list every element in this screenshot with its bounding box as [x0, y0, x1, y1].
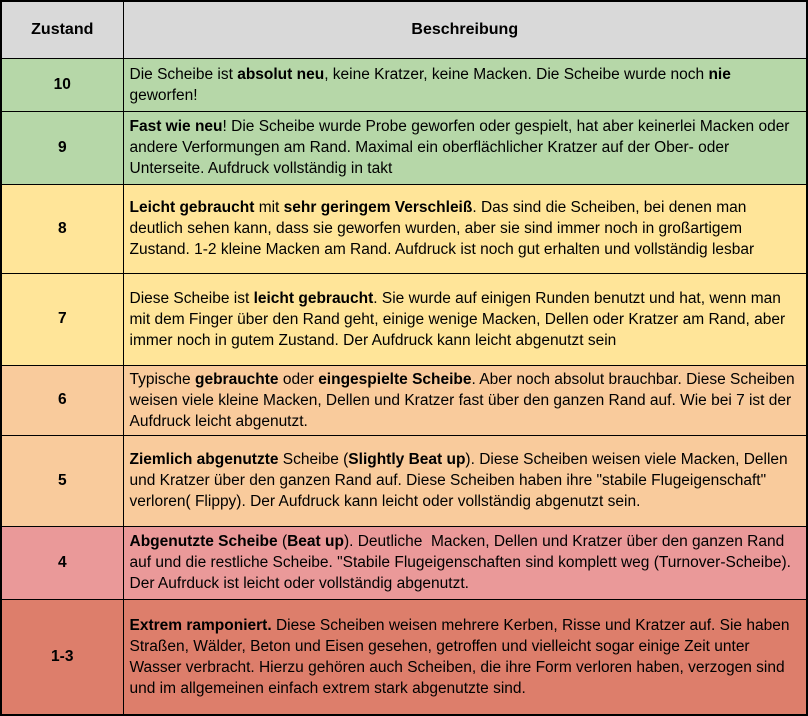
description-cell [123, 273, 807, 365]
condition-cell: 7 [1, 273, 123, 365]
description-cell [123, 526, 807, 599]
description-text: Typische [129, 370, 195, 388]
description-text: . Sie wurde auf einigen Runden benutzt und hat, wenn man mit dem Finger über den Rand geht, einige wenige Macken, Dellen oder Kratzer am Rand, aber immer noch in gutem Zustand. Der Aufdruck kann leicht abgenutzt sein [129, 289, 790, 349]
description-text: geworfen! [129, 65, 736, 104]
table-row [1, 111, 807, 184]
condition-cell: 10 [1, 58, 123, 111]
description-bold-text: leicht gebraucht [253, 289, 374, 307]
description-cell [123, 365, 807, 435]
table-row [1, 184, 807, 273]
description-text: , keine Kratzer, keine Macken. Die Scheibe wurde noch [324, 65, 709, 83]
header-row [1, 1, 807, 58]
description-cell [123, 184, 807, 273]
description-text: . Das sind die Scheiben, bei denen man deutlich sehen kann, dass sie geworfen wurden, aber sie sind immer noch in großartigem Zustand. 1-2 kleine Macken am Rand. Aufdruck ist noch gut erhalten und vollständig lesbar [129, 199, 755, 258]
description-text: Scheibe ( [278, 451, 349, 468]
table-row [1, 365, 807, 435]
description-bold-text: Abgenutzte Scheibe [129, 533, 278, 550]
table-body [1, 58, 807, 715]
description-bold-text: absolut neu [237, 65, 325, 83]
description-text: oder [278, 370, 319, 388]
description-cell [123, 435, 807, 526]
description-text: Diese Scheibe ist [129, 289, 254, 307]
table-row [1, 435, 807, 526]
condition-cell: 1-3 [1, 599, 123, 715]
description-text: mit [254, 199, 284, 216]
description-text: ! Die Scheibe wurde Probe geworfen oder gespielt, hat aber keinerlei Macken oder andere Verformungen am Rand. Maximal ein oberflächlicher Kratzer auf der Ober- oder Unterseite. Aufdruck vollständig in takt [129, 118, 794, 177]
description-bold-text: sehr geringem Verschleiß [283, 199, 473, 216]
description-bold-text: gebrauchte [194, 370, 279, 388]
description-text: ). Diese Scheiben weisen viele Macken, Dellen und Kratzer über den ganzen Rand auf. Diese Scheiben haben ihre "stabile Flugeigenschaft" verloren( Flippy). Der Aufdruck kann leicht oder vollständig abgenutzt sein. [129, 451, 792, 510]
condition-cell: 9 [1, 111, 123, 184]
description-bold-text: nie [708, 65, 731, 83]
description-bold-text: Beat up [287, 533, 344, 550]
description-bold-text: Leicht gebraucht [129, 199, 255, 216]
condition-header: Zustand [1, 1, 123, 58]
condition-cell: 8 [1, 184, 123, 273]
description-text: . Aber noch absolut brauchbar. Diese Scheiben weisen viele kleine Macken, Dellen und Kratzer fast über den ganzen Rand auf. Wie bei 7 ist der Aufdruck leicht abgenutzt. [129, 370, 799, 430]
description-text: ). Deutliche Macken, Dellen und Kratzer über den ganzen Rand auf und die restliche Scheibe. "Stabile Flugeigenschaften sind komplett weg (Turnover-Scheibe). Der Aufrduck ist leicht oder vollständig abgenutzt. [129, 533, 796, 592]
description-header: Beschreibung [123, 1, 807, 58]
description-cell [123, 111, 807, 184]
table-row [1, 599, 807, 715]
description-text: Die Scheibe ist [129, 65, 238, 83]
condition-cell: 6 [1, 365, 123, 435]
condition-cell: 4 [1, 526, 123, 599]
description-bold-text: Slightly Beat up [348, 451, 466, 468]
description-cell [123, 58, 807, 111]
description-text: Diese Scheiben weisen mehrere Kerben, Risse und Kratzer auf. Sie haben Straßen, Wälder, Beton und Eisen gesehen, getroffen und vielleicht sogar einige Zeit unter Wasser verbracht. Hierzu gehören auch Scheiben, die ihre Form verloren haben, verzogen sind und im allgemeinen einfach extrem stark abgenutzte sind. [129, 616, 794, 697]
description-cell [123, 599, 807, 715]
table-row [1, 58, 807, 111]
description-text: ( [277, 533, 288, 550]
description-bold-text: Extrem ramponiert. [129, 616, 272, 634]
description-bold-text: Fast wie neu [129, 118, 223, 135]
description-bold-text: Ziemlich abgenutzte [129, 451, 279, 468]
table-row [1, 273, 807, 365]
description-bold-text: eingespielte Scheibe [318, 370, 472, 388]
table-row [1, 526, 807, 599]
condition-cell: 5 [1, 435, 123, 526]
table-header [1, 1, 807, 58]
